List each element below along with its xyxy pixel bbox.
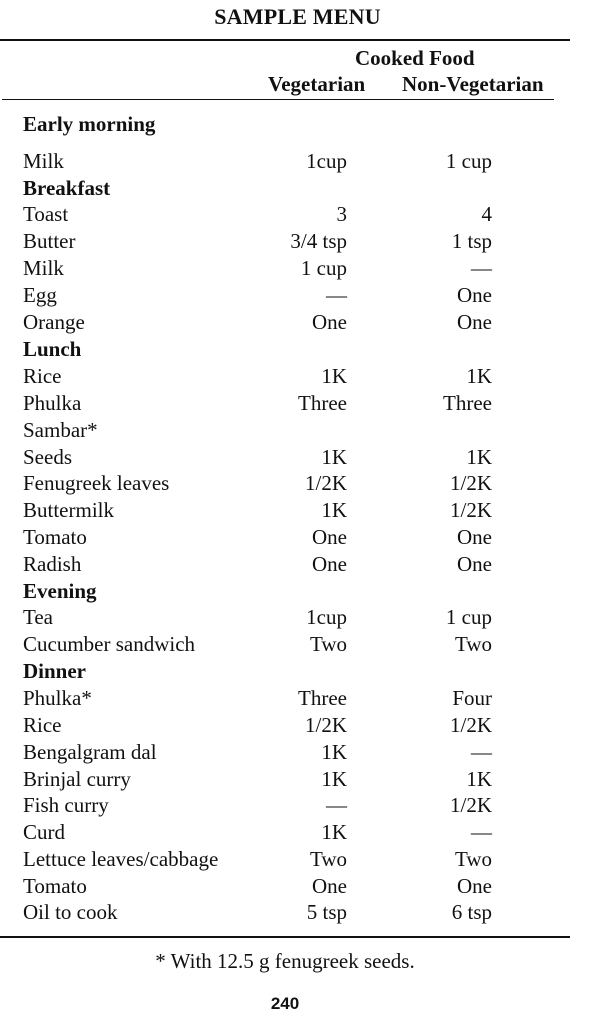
food-item-label: Phulka* xyxy=(23,686,92,710)
food-item-label: Phulka xyxy=(23,391,82,415)
food-item-label: Egg xyxy=(23,283,57,307)
food-item-label: Lettuce leaves/cabbage xyxy=(23,847,219,871)
non-vegetarian-amount: One xyxy=(457,283,492,307)
table-row xyxy=(0,767,595,793)
table-row xyxy=(0,364,595,390)
vegetarian-amount: Two xyxy=(309,632,347,656)
food-item-label: Cucumber sandwich xyxy=(23,632,196,656)
vegetarian-amount: 1/2K xyxy=(305,471,347,495)
non-vegetarian-amount: 1/2K xyxy=(450,471,492,495)
food-item-label: Milk xyxy=(23,256,64,280)
table-row xyxy=(0,202,595,228)
non-vegetarian-amount: One xyxy=(457,874,492,898)
table-row xyxy=(0,793,595,819)
table-row xyxy=(0,283,595,309)
vegetarian-amount: One xyxy=(312,552,347,576)
vegetarian-amount: 3/4 tsp xyxy=(290,229,347,253)
vegetarian-amount: Three xyxy=(298,391,347,415)
vegetarian-amount: 1K xyxy=(321,445,347,469)
vegetarian-amount: 1cup xyxy=(306,605,347,629)
table-row xyxy=(0,391,595,417)
food-item-label: Toast xyxy=(23,202,69,226)
vegetarian-amount: 1K xyxy=(321,767,347,791)
section-label: Lunch xyxy=(23,337,82,361)
vegetarian-amount: One xyxy=(312,310,347,334)
non-vegetarian-amount: 6 tsp xyxy=(451,900,492,924)
food-item-label: Brinjal curry xyxy=(23,767,131,791)
vegetarian-amount: 3 xyxy=(336,202,347,226)
table-row xyxy=(0,256,595,282)
non-vegetarian-amount: — xyxy=(471,820,492,844)
non-vegetarian-amount: One xyxy=(457,525,492,549)
food-item-label: Seeds xyxy=(23,445,72,469)
footnote: * With 12.5 g fenugreek seeds. xyxy=(155,949,415,973)
table-row xyxy=(0,149,595,175)
section-heading xyxy=(0,659,595,685)
section-heading xyxy=(0,112,595,138)
food-item-label: Radish xyxy=(23,552,82,576)
vegetarian-amount: 1K xyxy=(321,498,347,522)
table-row xyxy=(0,445,595,471)
section-label: Evening xyxy=(23,579,97,603)
vegetarian-amount: One xyxy=(312,525,347,549)
table-row xyxy=(0,229,595,255)
section-heading xyxy=(0,579,595,605)
non-vegetarian-amount: — xyxy=(471,740,492,764)
table-row xyxy=(0,632,595,658)
non-vegetarian-amount: Two xyxy=(454,632,492,656)
page-title: SAMPLE MENU xyxy=(214,4,381,29)
food-item-label: Milk xyxy=(23,149,64,173)
vegetarian-amount: 1K xyxy=(321,364,347,388)
table-row xyxy=(0,498,595,524)
vegetarian-amount: 1K xyxy=(321,740,347,764)
non-vegetarian-amount: 1/2K xyxy=(450,713,492,737)
table-row xyxy=(0,418,595,444)
table-row xyxy=(0,900,595,926)
table-row xyxy=(0,605,595,631)
vegetarian-amount: 1/2K xyxy=(305,713,347,737)
vegetarian-amount: Two xyxy=(309,847,347,871)
table-row xyxy=(0,310,595,336)
vegetarian-amount: 1K xyxy=(321,820,347,844)
header-rule xyxy=(2,99,554,100)
table-row xyxy=(0,847,595,873)
food-item-label: Orange xyxy=(23,310,85,334)
table-row xyxy=(0,471,595,497)
non-vegetarian-amount: 1K xyxy=(466,445,492,469)
food-item-label: Tomato xyxy=(23,525,87,549)
bottom-rule xyxy=(0,936,570,938)
table-row xyxy=(0,525,595,551)
food-item-label: Fish curry xyxy=(23,793,109,817)
food-item-label: Bengalgram dal xyxy=(23,740,157,764)
vegetarian-amount: One xyxy=(312,874,347,898)
section-heading xyxy=(0,176,595,202)
food-item-label: Sambar* xyxy=(23,418,98,442)
non-vegetarian-amount: 1K xyxy=(466,767,492,791)
non-vegetarian-amount: 1 tsp xyxy=(451,229,492,253)
food-item-label: Curd xyxy=(23,820,65,844)
top-rule xyxy=(0,39,570,41)
non-vegetarian-amount: Two xyxy=(454,847,492,871)
non-vegetarian-amount: 1 cup xyxy=(445,605,492,629)
vegetarian-amount: 1cup xyxy=(306,149,347,173)
table-row xyxy=(0,740,595,766)
non-vegetarian-amount: Three xyxy=(443,391,492,415)
food-item-label: Buttermilk xyxy=(23,498,114,522)
non-vegetarian-amount: 1/2K xyxy=(450,498,492,522)
section-label: Breakfast xyxy=(23,176,111,200)
section-label: Early morning xyxy=(23,112,156,136)
vegetarian-amount: 1 cup xyxy=(300,256,347,280)
non-vegetarian-amount: 1/2K xyxy=(450,793,492,817)
vegetarian-amount: — xyxy=(326,793,347,817)
table-row xyxy=(0,686,595,712)
vegetarian-amount: — xyxy=(326,283,347,307)
table-row xyxy=(0,820,595,846)
table-row xyxy=(0,874,595,900)
header-vegetarian: Vegetarian xyxy=(268,72,366,96)
food-item-label: Tomato xyxy=(23,874,87,898)
non-vegetarian-amount: One xyxy=(457,552,492,576)
vegetarian-amount: Three xyxy=(298,686,347,710)
table-row xyxy=(0,552,595,578)
non-vegetarian-amount: 1 cup xyxy=(445,149,492,173)
food-item-label: Rice xyxy=(23,364,62,388)
non-vegetarian-amount: — xyxy=(471,256,492,280)
header-cooked-food: Cooked Food xyxy=(355,46,475,70)
section-heading xyxy=(0,337,595,363)
non-vegetarian-amount: One xyxy=(457,310,492,334)
vegetarian-amount: 5 tsp xyxy=(306,900,347,924)
food-item-label: Oil to cook xyxy=(23,900,118,924)
non-vegetarian-amount: 1K xyxy=(466,364,492,388)
header-non-vegetarian: Non-Vegetarian xyxy=(402,72,544,96)
non-vegetarian-amount: Four xyxy=(452,686,492,710)
section-label: Dinner xyxy=(23,659,86,683)
food-item-label: Fenugreek leaves xyxy=(23,471,170,495)
food-item-label: Butter xyxy=(23,229,76,253)
non-vegetarian-amount: 4 xyxy=(481,202,492,226)
food-item-label: Tea xyxy=(23,605,54,629)
food-item-label: Rice xyxy=(23,713,62,737)
page-number: 240 xyxy=(270,994,300,1013)
table-row xyxy=(0,713,595,739)
